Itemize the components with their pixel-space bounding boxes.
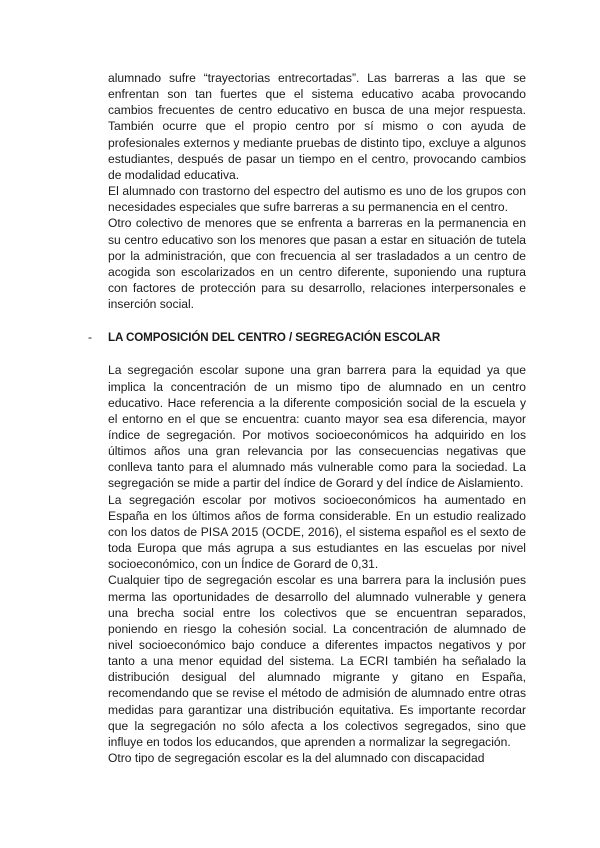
paragraph-autismo: El alumnado con trastorno del espectro del autismo es uno de los grupos con necesidades especiales que sufre barreras a su permanencia en el centro.	[108, 184, 526, 215]
paragraph-tutela: Otro colectivo de menores que se enfrenta a barreras en la permanencia en su centro educativo son los menores que pasan a estar en situación de tutela por la administración, que con frecuencia al ser trasladados a un centro de acogida son escolarizados en un centro diferente, suponiendo una ruptura con factores de protección para su desarrollo, relaciones interpersonales e inserción social.	[108, 216, 526, 312]
paragraph-segregacion-espana: La segregación escolar por motivos socioeconómicos ha aumentado en España en los últimos años de forma considerable. En un estudio realizado con los datos de PISA 2015 (OCDE, 2016), el sistema español es el sexto de toda Europa que más agrupa a sus estudiantes en las escuelas por nivel socioeconómico, con un Índice de Gorard de 0,31.	[108, 492, 526, 572]
document-body	[88, 70, 526, 766]
paragraph-trayectorias: alumnado sufre “trayectorias entrecortadas”. Las barreras a las que se enfrentan son tan fuertes que el sistema educativo acaba provocando cambios frecuentes de centro educativo en busca de una mejor respuesta. También ocurre que el propio centro por sí mismo o con ayuda de profesionales externos y mediante pruebas de distinto tipo, excluye a algunos estudiantes, después de pasar un tiempo en el centro, provocando cambios de modalidad educativa.	[108, 71, 526, 182]
paragraph-segregacion-inclusion: Cualquier tipo de segregación escolar es una barrera para la inclusión pues merma las oportunidades de desarrollo del alumnado vulnerable y genera una brecha social entre los colectivos que se encuentran separados, poniendo en riesgo la cohesión social. La concentración de alumnado de nivel socioeconómico bajo conduce a diferentes impactos negativos y por tanto a una menor equidad del sistema. La ECRI también ha señalado la distribución desigual del alumnado migrante y gitano en España, recomendando que se revise el método de admisión de alumnado entre otras medidas para garantizar una distribución equitativa. Es importante recordar que la segregación no sólo afecta a los colectivos segregados, sino que influye en todos los educandos, que aprenden a normalizar la segregación.	[108, 573, 526, 749]
paragraph-segregacion-definicion: La segregación escolar supone una gran barrera para la equidad ya que implica la concentración de un mismo tipo de alumnado en un centro educativo. Hace referencia a la diferente composición social de la escuela y el entorno en el que se encuentra: cuanto mayor sea esa diferencia, mayor índice de segregación. Por motivos socioeconómicos ha adquirido en los últimos años una gran relevancia por las consecuencias negativas que conlleva tanto para el alumnado más vulnerable como para la sociedad. La segregación se mide a partir del índice de Gorard y del índice de Aislamiento.	[108, 363, 526, 491]
paragraph-discapacidad: Otro tipo de segregación escolar es la del alumnado con discapacidad	[108, 751, 485, 766]
section-heading-row	[88, 329, 526, 345]
section-heading: LA COMPOSICIÓN DEL CENTRO / SEGREGACIÓN ESCOLAR	[108, 331, 441, 345]
bullet-dash: -	[88, 330, 92, 345]
